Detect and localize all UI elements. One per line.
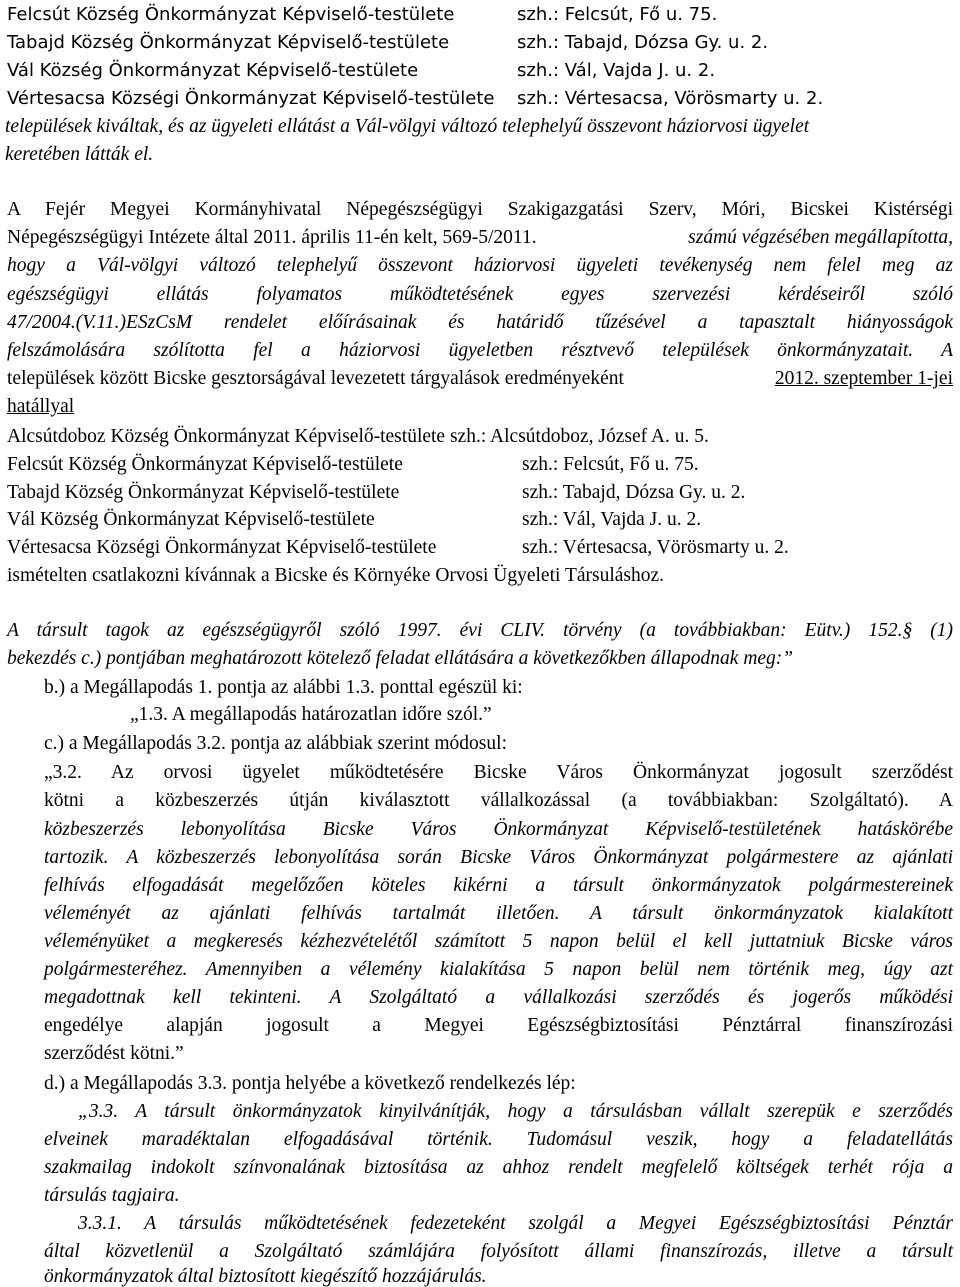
text-line: tartozik. A közbeszerzés lebonyolítása során Bicske Város Önkormányzat polgármestere az ajánlati [44, 847, 953, 868]
text-line: „3.3. A társult önkormányzatok kinyilvánítják, hogy a társulásban vállalt szerepük e szerződés [78, 1101, 953, 1122]
text-line: felszámolására szólította fel a háziorvosi ügyeletben résztvevő települések önkormányzatait. A [7, 340, 953, 361]
text-line: „3.2. Az orvosi ügyelet működtetésére Bicske Város Önkormányzat jogosult szerződést [44, 762, 953, 783]
text-line: szerződést kötni.” [44, 1043, 184, 1064]
text-line: egészségügyi ellátás folyamatos működtetésének egyes szervezési kérdéseiről szóló [7, 284, 953, 305]
text-line: megadottnak kell tekinteni. A Szolgáltató a vállalkozási szerződés és jogerős működési [44, 987, 953, 1008]
text-line [7, 228, 953, 248]
text-line: A társult tagok az egészségügyről szóló 1997. évi CLIV. törvény (a továbbiakban: Eütv.) 152.§ (1) [7, 620, 953, 641]
text-line: keretében látták el. [5, 144, 154, 165]
member-name: Vértesacsa Községi Önkormányzat Képviselő-testülete [7, 537, 437, 558]
member-line [7, 510, 953, 530]
member-address: szh.: Vál, Vajda J. u. 2. [522, 509, 702, 530]
text-line: Alcsútdoboz Község Önkormányzat Képviselő-testülete szh.: Alcsútdoboz, József A. u. 5. [7, 426, 709, 447]
text-line: önkormányzatok által biztosított kiegészítő hozzájárulás. [44, 1266, 487, 1287]
member-line [7, 6, 953, 24]
member-line [7, 90, 953, 108]
member-name: Vál Község Önkormányzat Képviselő-testülete [7, 509, 375, 530]
text-segment: számú végzésében megállapította, [688, 227, 953, 248]
text-line: társulás tagjaira. [44, 1185, 180, 1206]
text-line: ismételten csatlakozni kívánnak a Bicske és Környéke Orvosi Ügyeleti Társuláshoz. [7, 565, 665, 586]
text-line: elveinek maradéktalan elfogadásával történik. Tudomásul veszik, hogy a feladatellátás [44, 1129, 953, 1150]
text-line: 3.3.1. A társulás működtetésének fedezeteként szolgál a Megyei Egészségbiztosítási Pénztár [78, 1213, 953, 1234]
text-segment: települések között Bicske gesztorságával levezetett tárgyalások eredményeként [7, 368, 624, 389]
text-line: „1.3. A megállapodás határozatlan időre szól.” [130, 704, 492, 725]
member-name: Vértesacsa Községi Önkormányzat Képviselő-testülete [7, 88, 495, 109]
list-item: b.) a Megállapodás 1. pontja az alábbi 1.3. ponttal egészül ki: [44, 677, 523, 698]
member-address: szh.: Felcsút, Fő u. 75. [517, 4, 718, 25]
text-line: felhívás elfogadását megelőzően köteles kikérni a társult önkormányzatok polgármestereinek [44, 875, 953, 896]
text-segment: Népegészségügyi Intézete által 2011. április 11-én kelt, 569-5/2011. [7, 227, 537, 248]
text-line: közbeszerzés lebonyolítása Bicske Város Önkormányzat Képviselő-testületének hatáskörébe [44, 819, 953, 840]
member-line [7, 538, 953, 558]
text-line: A Fejér Megyei Kormányhivatal Népegészségügyi Szakigazgatási Szerv, Móri, Bicskei Kistérségi [7, 199, 953, 220]
text-segment: 2012. szeptember 1-jei [774, 368, 953, 389]
member-address: szh.: Tabajd, Dózsa Gy. u. 2. [522, 482, 746, 503]
text-line: bekezdés c.) pontjában meghatározott kötelező feladat ellátására a következőkben állapodnak meg:” [7, 648, 794, 669]
member-name: Felcsút Község Önkormányzat Képviselő-testülete [7, 4, 455, 25]
member-line [7, 455, 953, 475]
text-line: véleményét az ajánlati felhívás tartalmát illetően. A társult önkormányzatok kialakított [44, 903, 953, 924]
text-line: véleményüket a megkeresés kézhezvételétől számított 5 napon belül el kell juttatniuk Bicske város [44, 931, 953, 952]
member-address: szh.: Tabajd, Dózsa Gy. u. 2. [517, 32, 769, 53]
text-line: 47/2004.(V.11.)ESzCsM rendelet előírásainak és határidő tűzésével a tapasztalt hiányosságok [7, 312, 953, 333]
member-address: szh.: Felcsút, Fő u. 75. [522, 454, 699, 475]
member-name: Tabajd Község Önkormányzat Képviselő-testülete [7, 32, 450, 53]
text-line: engedélye alapján jogosult a Megyei Egészségbiztosítási Pénztárral finanszírozási [44, 1015, 953, 1036]
member-name: Vál Község Önkormányzat Képviselő-testülete [7, 60, 419, 81]
text-line [7, 369, 953, 389]
text-line: polgármesteréhez. Amennyiben a vélemény kialakítása 5 napon belül nem történik meg, úgy azt [44, 959, 953, 980]
member-name: Felcsút Község Önkormányzat Képviselő-testülete [7, 454, 403, 475]
member-address: szh.: Vértesacsa, Vörösmarty u. 2. [517, 88, 824, 109]
text-line: hogy a Vál-völgyi változó telephelyű összevont háziorvosi ügyeleti tevékenység nem felel meg az [7, 255, 953, 276]
text-line: által közvetlenül a Szolgáltató számlájára folyósított állami finanszírozás, illetve a társult [44, 1241, 953, 1262]
text-line: kötni a közbeszerzés útján kiválasztott vállalkozással (a továbbiakban: Szolgáltató). A [44, 790, 953, 811]
member-line [7, 483, 953, 503]
text-line: szakmailag indokolt színvonalának biztosítása az ahhoz rendelt megfelelő költségek terhét rója a [44, 1157, 953, 1178]
member-line [7, 62, 953, 80]
member-address: szh.: Vértesacsa, Vörösmarty u. 2. [522, 537, 789, 558]
list-item: d.) a Megállapodás 3.3. pontja helyébe a következő rendelkezés lép: [44, 1073, 576, 1094]
member-line [7, 34, 953, 52]
member-address: szh.: Vál, Vajda J. u. 2. [517, 60, 716, 81]
text-line: települések kiváltak, és az ügyeleti ellátást a Vál-völgyi változó telephelyű összevont háziorvosi ügyelet [5, 116, 810, 137]
member-name: Tabajd Község Önkormányzat Képviselő-testülete [7, 482, 400, 503]
list-item: c.) a Megállapodás 3.2. pontja az alábbiak szerint módosul: [44, 733, 507, 754]
text-line: hatállyal [7, 396, 75, 417]
